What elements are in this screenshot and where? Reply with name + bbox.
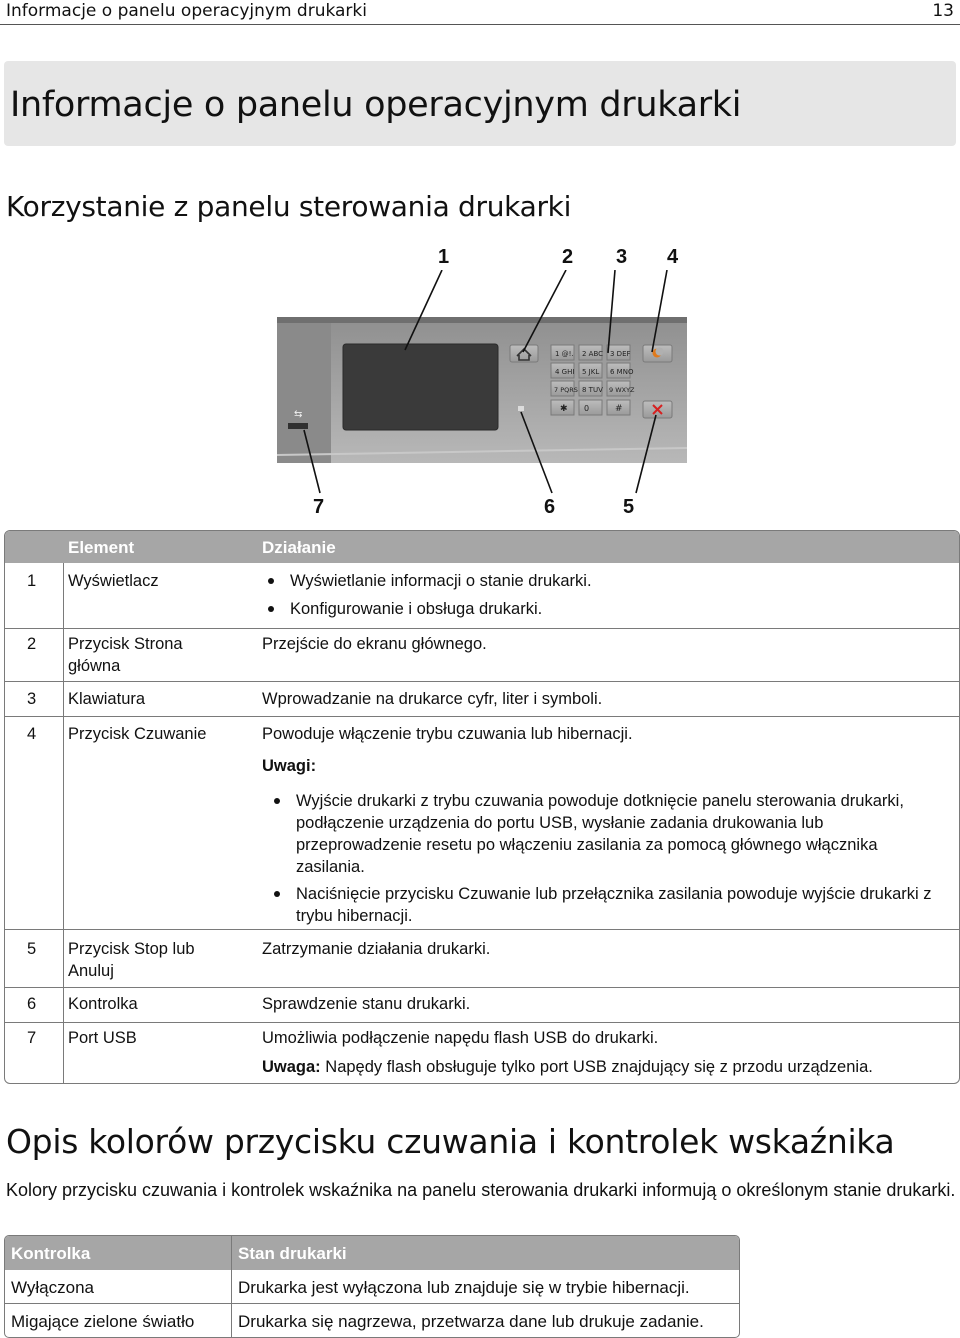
indicator-light-icon xyxy=(518,406,524,411)
row6-element: Kontrolka xyxy=(68,995,138,1013)
header-status: Stan drukarki xyxy=(238,1244,347,1263)
list-item: Wyświetlanie informacji o stanie drukarki. xyxy=(262,570,942,592)
row3-num: 3 xyxy=(27,690,37,708)
row1-element: Wyświetlacz xyxy=(68,572,159,590)
callout-2: 2 xyxy=(562,246,574,268)
status-table-header xyxy=(5,1236,739,1270)
row6-action: Sprawdzenie stanu drukarki. xyxy=(262,995,471,1013)
panel-left-edge xyxy=(277,323,331,463)
row7-note-text: Napędy flash obsługuje tylko port USB znajdujący się z przodu urządzenia. xyxy=(320,1058,873,1076)
svg-text:4 GHI: 4 GHI xyxy=(555,368,575,376)
svg-text:8 TUV: 8 TUV xyxy=(582,386,603,394)
list-item: Naciśnięcie przycisku Czuwanie lub przełącznika zasilania powoduje wyjście drukarki z trybu hibernacji. xyxy=(268,883,948,927)
svg-text:3 DEF: 3 DEF xyxy=(610,350,631,358)
section2-paragraph: Kolory przycisku czuwania i kontrolek wskaźnika na panelu sterowania drukarki informują o określonym stanie drukarki. xyxy=(6,1180,956,1200)
row7-action: Umożliwia podłączenie napędu flash USB do drukarki. xyxy=(262,1029,659,1047)
row-divider xyxy=(5,987,959,988)
row4-action: Powoduje włączenie trybu czuwania lub hibernacji. xyxy=(262,725,633,743)
header-light: Kontrolka xyxy=(11,1244,91,1263)
status-table xyxy=(4,1235,740,1338)
row-divider xyxy=(5,681,959,682)
svg-text:5 JKL: 5 JKL xyxy=(582,368,600,376)
row7-num: 7 xyxy=(27,1029,37,1047)
header-element: Element xyxy=(68,538,135,557)
row7-note-label: Uwaga: xyxy=(262,1058,321,1076)
header-action: Działanie xyxy=(262,538,336,557)
elements-table-header xyxy=(5,531,959,563)
row3-element: Klawiatura xyxy=(68,690,146,708)
running-header xyxy=(0,0,960,25)
chapter-band xyxy=(4,61,956,146)
list-item: Wyjście drukarki z trybu czuwania powoduje dotknięcie panelu sterowania drukarki, podłączenie urządzenia do portu USB, wysłanie zadania drukowania lub przeprowadzenie resetu po włączeniu zasilania za pomocą głównego włącznika zasilania. xyxy=(268,790,948,878)
list-item: Konfigurowanie i obsługa drukarki. xyxy=(262,598,942,620)
callout-1: 1 xyxy=(438,246,450,268)
row2-element: Przycisk Strona główna xyxy=(68,635,183,675)
row5-element: Przycisk Stop lub Anuluj xyxy=(68,940,195,980)
row2-action: Przejście do ekranu głównego. xyxy=(262,635,487,653)
elements-table xyxy=(4,530,960,1084)
row2-num: 2 xyxy=(27,635,37,653)
svg-text:✱: ✱ xyxy=(560,404,568,414)
row-divider xyxy=(5,1022,959,1023)
row4-element: Przycisk Czuwanie xyxy=(68,725,207,743)
row5-num: 5 xyxy=(27,940,37,958)
section-title-panel: Korzystanie z panelu sterowania drukarki xyxy=(6,190,572,223)
table-row-light: Wyłączona xyxy=(11,1278,94,1297)
row-divider xyxy=(5,1303,739,1304)
callout-4: 4 xyxy=(667,246,679,268)
svg-text:6 MNO: 6 MNO xyxy=(610,368,634,376)
callout-5: 5 xyxy=(623,496,635,518)
row7-element: Port USB xyxy=(68,1029,137,1047)
row4-num: 4 xyxy=(27,725,37,743)
row4-notes-label: Uwagi: xyxy=(262,757,317,775)
page-number: 13 xyxy=(932,1,954,21)
row-divider xyxy=(5,628,959,629)
svg-text:0: 0 xyxy=(584,404,590,413)
chapter-title: Informacje o panelu operacyjnym drukarki xyxy=(10,85,742,125)
row1-actions xyxy=(262,570,942,620)
usb-icon: ⇆ xyxy=(294,409,303,420)
row1-num: 1 xyxy=(27,572,37,590)
row5-action: Zatrzymanie działania drukarki. xyxy=(262,940,491,958)
table-row-light: Migające zielone światło xyxy=(11,1312,195,1331)
table-row-status: Drukarka się nagrzewa, przetwarza dane lub drukuje zadanie. xyxy=(238,1312,704,1331)
svg-text:#: # xyxy=(615,404,623,414)
usb-port-icon xyxy=(288,423,308,429)
row4-notes xyxy=(268,790,948,927)
callout-7: 7 xyxy=(313,496,325,518)
table-row-status: Drukarka jest wyłączona lub znajduje się w trybie hibernacji. xyxy=(238,1278,690,1297)
column-divider xyxy=(231,1236,232,1337)
svg-text:2 ABC: 2 ABC xyxy=(582,350,604,358)
control-panel-illustration xyxy=(270,270,690,500)
svg-text:9 WXYZ: 9 WXYZ xyxy=(609,386,635,394)
svg-text:1 @!.: 1 @!. xyxy=(555,350,574,358)
column-divider xyxy=(63,563,64,1083)
running-header-title: Informacje o panelu operacyjnym drukarki xyxy=(6,1,367,21)
row6-num: 6 xyxy=(27,995,37,1013)
row3-action: Wprowadzanie na drukarce cyfr, liter i symboli. xyxy=(262,690,603,708)
row-divider xyxy=(5,716,959,717)
callout-6: 6 xyxy=(544,496,556,518)
callout-3: 3 xyxy=(616,246,628,268)
svg-text:7 PQRS: 7 PQRS xyxy=(554,386,578,394)
row-divider xyxy=(5,929,959,930)
section-title-colors: Opis kolorów przycisku czuwania i kontrolek wskaźnika xyxy=(6,1122,895,1161)
display-icon xyxy=(343,344,498,430)
row7-note xyxy=(262,1056,942,1078)
